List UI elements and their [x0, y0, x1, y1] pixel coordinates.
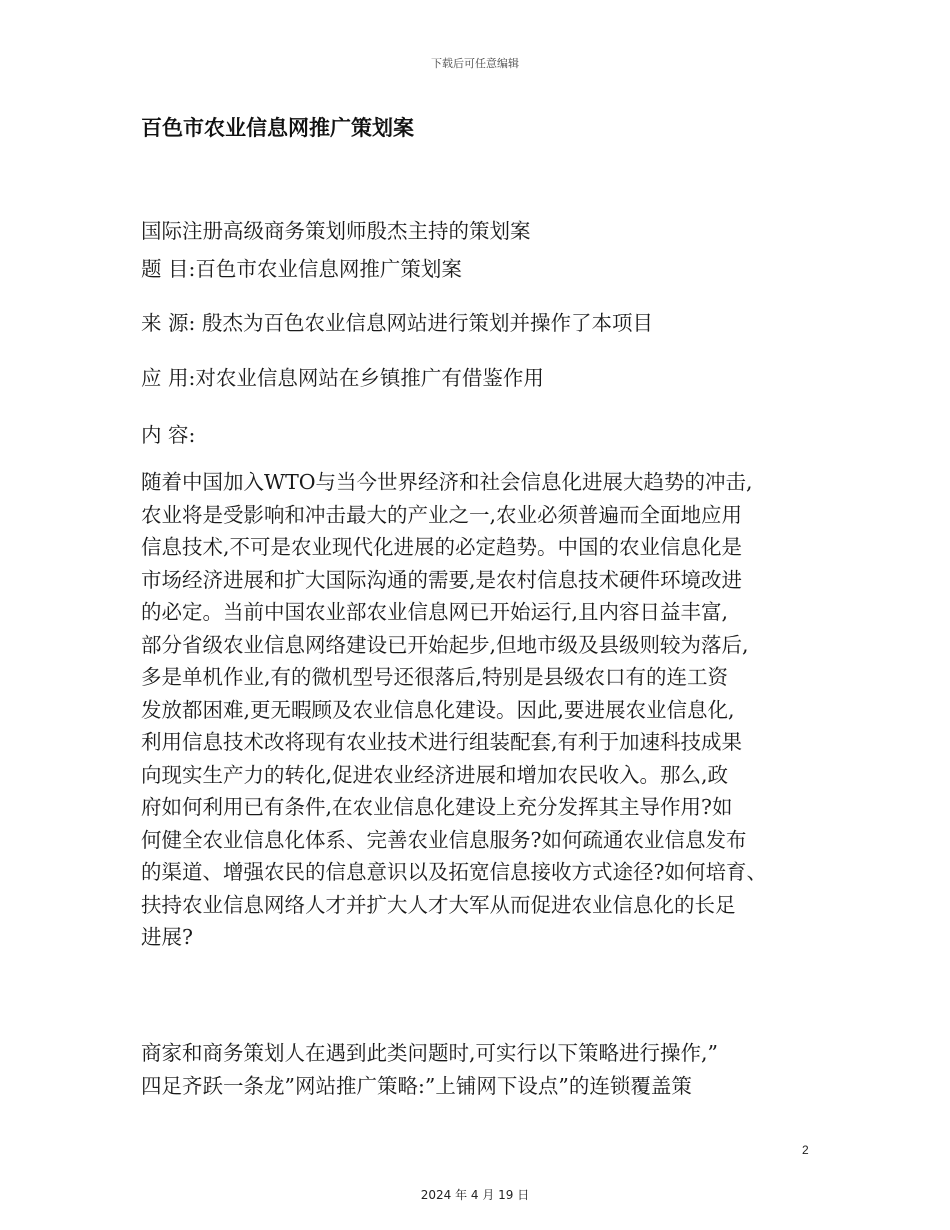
page-number: 2 [802, 1143, 809, 1157]
header-note: 下载后可任意编辑 [431, 57, 519, 70]
body-paragraph-2 [141, 1037, 831, 1102]
document-title: 百色市农业信息网推广策划案 [141, 116, 414, 140]
paragraph-line: 府如何利用已有条件,在农业信息化建设上充分发挥其主导作用?如 [141, 795, 733, 819]
paragraph-line: 市场经济进展和扩大国际沟通的需要,是农村信息技术硬件环境改进 [141, 567, 743, 592]
paragraph-line: 扶持农业信息网络人才并扩大人才大军从而促进农业信息化的长足 [141, 892, 736, 917]
paragraph-line: 信息技术,不可是农业现代化进展的必定趋势。中国的农业信息化是 [141, 535, 743, 559]
paragraph-line: 四足齐跃一条龙”网站推广策略:”上铺网下设点”的连锁覆盖策 [141, 1073, 692, 1098]
paragraph-line: 的渠道、增强农民的信息意识以及拓宽信息接收方式途径?如何培育、 [141, 860, 767, 884]
paragraph-line: 随着中国加入WTO与当今世界经济和社会信息化进展大趋势的冲击, [141, 470, 753, 494]
footer-date: 2024 年 4 月 19 日 [420, 1188, 530, 1202]
paragraph-line: 发放都困难,更无暇顾及农业信息化建设。因此,要进展农业信息化, [141, 697, 735, 722]
paragraph-line: 向现实生产力的转化,促进农业经济进展和增加农民收入。那么,政 [141, 762, 729, 787]
content-label: 内 容: [141, 423, 196, 447]
application-line: 应 用:对农业信息网站在乡镇推广有借鉴作用 [141, 366, 544, 390]
paragraph-line: 部分省级农业信息网络建设已开始起步,但地市级及县级则较为落后, [141, 632, 749, 657]
paragraph-line: 利用信息技术改将现有农业技术进行组装配套,有利于加速科技成果 [141, 730, 743, 754]
paragraph-line: 进展? [141, 925, 193, 949]
paragraph-line: 多是单机作业,有的微机型号还很落后,特别是县级农口有的连工资 [141, 665, 729, 689]
topic-line: 题 目:百色市农业信息网推广策划案 [141, 257, 462, 281]
subtitle-line: 国际注册高级商务策划师殷杰主持的策划案 [141, 219, 531, 243]
paragraph-line: 的必定。当前中国农业部农业信息网已开始运行,且内容日益丰富, [141, 600, 729, 624]
source-line: 来 源: 殷杰为百色农业信息网站进行策划并操作了本项目 [141, 311, 653, 335]
body-paragraph-1 [141, 466, 831, 954]
paragraph-line: 何健全农业信息化体系、完善农业信息服务?如何疏通农业信息发布 [141, 827, 747, 852]
paragraph-line: 商家和商务策划人在遇到此类问题时,可实行以下策略进行操作,” [141, 1041, 719, 1065]
paragraph-line: 农业将是受影响和冲击最大的产业之一,农业必须普遍而全面地应用 [141, 502, 743, 527]
